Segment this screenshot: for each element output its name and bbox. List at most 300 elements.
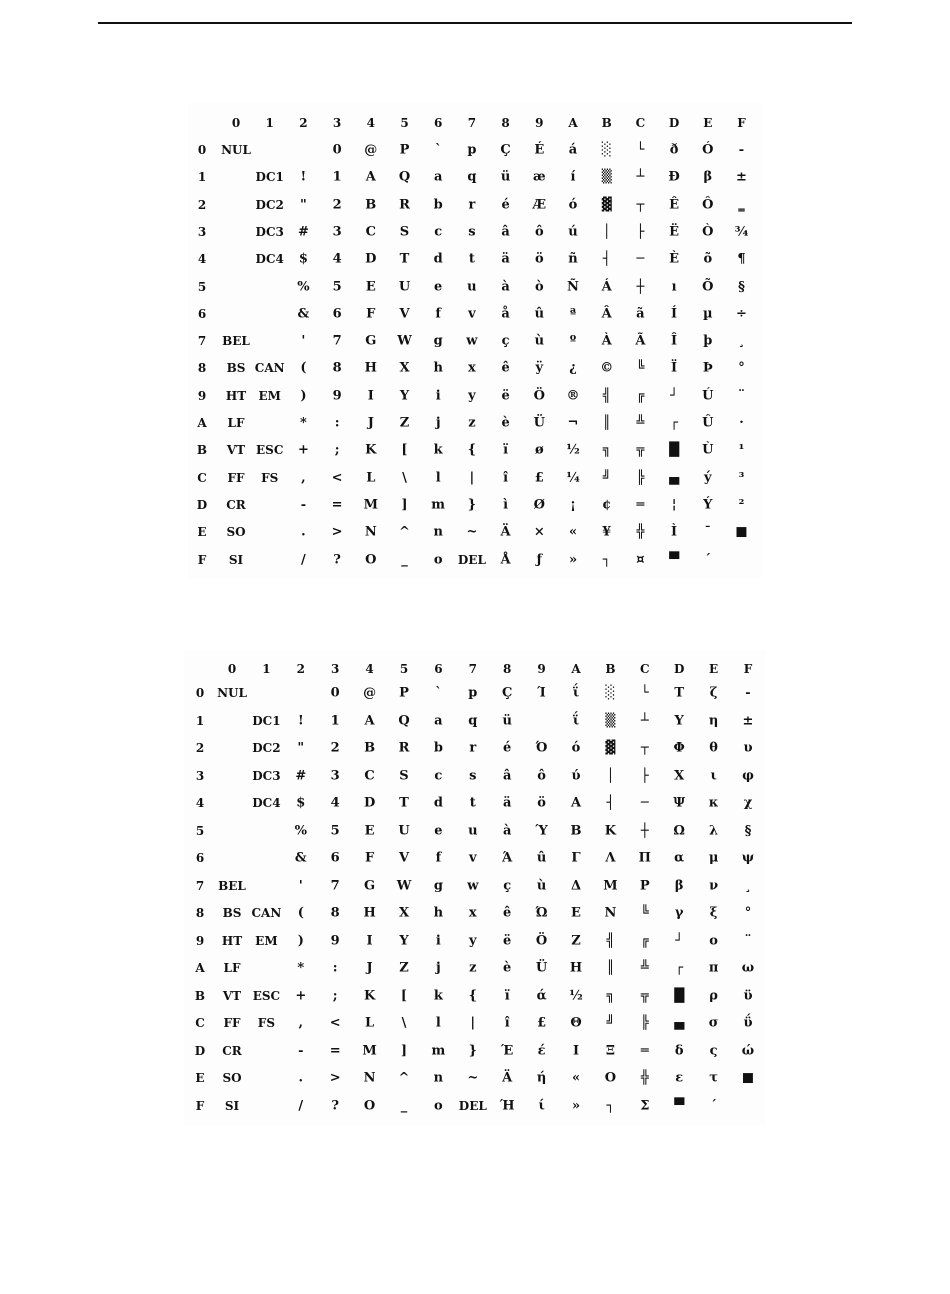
character-cell: z xyxy=(468,415,476,431)
character-cell: * xyxy=(297,960,305,976)
character-cell: Θ xyxy=(570,1015,582,1031)
character-cell: # xyxy=(297,224,309,240)
character-cell: r xyxy=(469,740,477,756)
character-cell: l xyxy=(435,470,441,486)
character-cell: ░ xyxy=(605,685,616,701)
character-cell: o xyxy=(433,552,443,567)
row-header: C xyxy=(195,1016,205,1030)
character-cell: ├ xyxy=(636,224,645,240)
character-cell: ■ xyxy=(741,1070,755,1086)
character-cell: c xyxy=(434,768,443,783)
character-cell: û xyxy=(534,306,545,322)
character-cell: ■ xyxy=(735,524,748,540)
character-cell: █ xyxy=(674,988,685,1003)
character-cell: ║ xyxy=(606,960,615,976)
character-cell: Σ xyxy=(640,1098,650,1113)
character-cell: R xyxy=(399,197,410,213)
character-cell: J xyxy=(367,415,374,431)
character-cell: Ö xyxy=(533,388,545,404)
character-cell: ° xyxy=(738,360,745,376)
character-cell: ω xyxy=(741,960,755,976)
character-cell: ÿ xyxy=(535,360,544,376)
character-cell: Ό xyxy=(535,740,548,756)
character-cell: m xyxy=(431,497,446,513)
character-cell: ║ xyxy=(602,415,611,431)
character-cell: ┴ xyxy=(640,713,649,728)
column-header: 7 xyxy=(468,662,477,676)
character-cell: â xyxy=(501,224,510,240)
character-cell: @ xyxy=(363,685,377,701)
character-cell: [ xyxy=(401,442,408,458)
character-cell: ┴ xyxy=(636,169,645,185)
character-cell: │ xyxy=(606,768,615,783)
column-header: E xyxy=(709,662,719,676)
character-cell: ë xyxy=(501,388,510,404)
character-cell: D xyxy=(363,795,376,811)
character-cell: ╦ xyxy=(640,988,649,1003)
character-cell: - xyxy=(738,142,745,158)
control-code-cell: SI xyxy=(224,1098,240,1113)
character-cell: ╚ xyxy=(636,360,645,376)
character-cell: ▄ xyxy=(669,470,680,486)
character-cell: ΰ xyxy=(743,1015,753,1031)
character-cell: ± xyxy=(742,713,754,728)
row-header: 9 xyxy=(195,933,205,948)
character-cell: ê xyxy=(501,360,510,376)
column-header: 6 xyxy=(434,662,443,676)
character-cell: Χ xyxy=(674,768,685,783)
character-cell: n xyxy=(433,1070,444,1086)
character-cell: 5 xyxy=(332,279,342,294)
character-cell: Ò xyxy=(702,224,714,240)
character-cell: ç xyxy=(503,878,512,893)
character-cell: ┘ xyxy=(675,933,684,948)
character-cell: i xyxy=(435,933,441,948)
character-cell: ╗ xyxy=(606,988,615,1003)
character-cell: å xyxy=(501,306,510,322)
character-cell: { xyxy=(467,442,477,458)
control-code-cell: VT xyxy=(222,988,242,1003)
control-code-cell: HT xyxy=(225,388,247,403)
character-cell: Ν xyxy=(604,905,617,921)
character-cell: é xyxy=(501,197,510,213)
character-cell: £ xyxy=(537,1015,547,1031)
control-code-cell: DC4 xyxy=(252,796,281,810)
control-code-cell: DEL xyxy=(457,552,486,567)
character-cell: ╩ xyxy=(636,415,645,431)
character-cell: μ xyxy=(708,850,719,866)
character-cell: b xyxy=(433,740,443,756)
row-header: D xyxy=(196,497,208,512)
character-cell: # xyxy=(295,768,307,783)
character-cell: p xyxy=(468,685,478,701)
column-header: 1 xyxy=(262,662,271,676)
character-cell: ╣ xyxy=(602,388,611,404)
character-cell: Ψ xyxy=(673,795,686,811)
character-cell: Q xyxy=(398,713,410,728)
row-header: 4 xyxy=(195,796,205,810)
character-cell: Ρ xyxy=(639,878,650,893)
character-cell: π xyxy=(708,960,719,976)
character-cell: ┌ xyxy=(675,960,684,976)
character-cell: ▀ xyxy=(669,552,680,567)
character-cell: ι xyxy=(710,768,717,783)
column-header: C xyxy=(635,116,646,130)
character-cell: ί xyxy=(538,1098,545,1113)
character-cell: § xyxy=(738,279,745,294)
character-cell: Í xyxy=(671,306,678,322)
character-cell: ç xyxy=(501,333,510,349)
character-cell: ╠ xyxy=(636,470,645,486)
character-cell: * xyxy=(299,415,307,431)
character-cell: b xyxy=(433,197,443,213)
character-cell: u xyxy=(467,279,477,294)
character-cell: 4 xyxy=(332,251,342,267)
control-code-cell: BS xyxy=(222,906,242,920)
character-cell: $ xyxy=(298,251,308,267)
character-cell: χ xyxy=(743,795,753,811)
character-cell: { xyxy=(468,988,477,1003)
character-cell: ά xyxy=(536,988,547,1003)
character-cell: e xyxy=(434,279,443,294)
character-cell: Π xyxy=(638,850,651,866)
character-cell: I xyxy=(367,388,374,404)
character-cell: ─ xyxy=(636,251,645,267)
character-cell: a xyxy=(434,713,443,728)
character-cell: ώ xyxy=(741,1043,755,1058)
character-cell: ½ xyxy=(569,988,583,1003)
character-cell: ¬ xyxy=(567,415,579,431)
character-cell: ` xyxy=(435,685,442,701)
column-header: 4 xyxy=(366,116,375,130)
character-cell: θ xyxy=(709,740,718,756)
character-cell: w xyxy=(467,878,479,893)
character-cell: ) xyxy=(300,388,307,404)
character-cell: γ xyxy=(674,905,684,921)
character-cell: ¢ xyxy=(602,497,612,513)
character-cell: σ xyxy=(708,1015,719,1031)
row-header: B xyxy=(196,443,208,458)
control-code-cell: DC1 xyxy=(252,713,281,728)
character-cell: ψ xyxy=(741,850,755,866)
character-cell: \ xyxy=(401,1015,407,1031)
character-cell: L xyxy=(365,1015,375,1031)
character-cell: Ë xyxy=(669,224,680,240)
character-cell: ì xyxy=(503,497,509,513)
character-cell: f xyxy=(435,306,441,322)
character-cell: Ε xyxy=(571,905,581,921)
character-cell: Α xyxy=(570,795,582,811)
character-cell: = xyxy=(329,1043,341,1058)
character-cell: _ xyxy=(401,552,408,567)
character-cell: G xyxy=(365,333,377,349)
character-cell: 1 xyxy=(330,713,340,728)
character-cell: ς xyxy=(709,1043,718,1058)
character-cell: A xyxy=(365,169,376,185)
character-cell: S xyxy=(399,224,410,240)
character-cell: η xyxy=(708,713,719,728)
character-cell: ╣ xyxy=(606,933,615,948)
character-cell: Ώ xyxy=(535,905,548,921)
character-cell: g xyxy=(433,333,443,349)
character-cell: ┼ xyxy=(636,279,645,294)
character-cell: ! xyxy=(297,713,304,728)
row-header: 9 xyxy=(197,388,207,403)
character-cell: ú xyxy=(568,224,578,240)
character-cell: ò xyxy=(534,279,544,294)
character-cell: í xyxy=(570,169,576,185)
control-code-cell: ESC xyxy=(252,988,281,1003)
character-cell: 9 xyxy=(332,388,342,404)
character-cell: ╠ xyxy=(640,1015,649,1031)
character-cell: ┐ xyxy=(602,552,611,567)
control-code-cell: CR xyxy=(222,1043,242,1058)
character-cell: : xyxy=(332,960,338,976)
character-cell: A xyxy=(364,713,375,728)
character-cell: ä xyxy=(502,795,512,811)
character-cell: ▀ xyxy=(674,1098,685,1113)
character-cell: É xyxy=(534,142,545,158)
character-cell: Ü xyxy=(533,415,545,431)
character-cell: , xyxy=(298,1015,304,1031)
character-cell: T xyxy=(399,251,410,267)
character-cell: ┐ xyxy=(606,1098,615,1113)
character-cell: à xyxy=(501,279,510,294)
character-cell: æ xyxy=(532,169,546,185)
character-cell: ± xyxy=(736,169,747,185)
character-cell: ù xyxy=(536,878,547,893)
character-cell: » xyxy=(571,1098,581,1113)
character-cell: r xyxy=(468,197,476,213)
character-cell: Φ xyxy=(673,740,685,756)
character-cell: ÷ xyxy=(736,306,747,322)
character-cell: Z xyxy=(399,960,409,976)
character-cell: Ç xyxy=(500,142,511,158)
character-cell: │ xyxy=(602,224,611,240)
character-cell: » xyxy=(568,552,578,567)
character-cell: Ι xyxy=(572,1043,580,1058)
character-cell: è xyxy=(503,960,512,976)
control-code-cell: DC3 xyxy=(255,224,284,239)
character-cell: P xyxy=(399,685,409,701)
character-cell: û xyxy=(536,850,547,866)
column-header: 2 xyxy=(299,116,308,130)
character-table-2 xyxy=(184,650,766,1125)
control-code-cell: FF xyxy=(227,470,245,485)
control-code-cell: DC2 xyxy=(252,741,281,755)
character-cell: β xyxy=(703,169,713,185)
character-cell: Y xyxy=(399,388,410,404)
character-cell: Έ xyxy=(501,1043,514,1058)
character-cell: └ xyxy=(636,142,645,158)
character-cell: ? xyxy=(331,1098,339,1113)
column-header: F xyxy=(743,662,753,676)
character-cell: ê xyxy=(503,905,512,921)
character-cell: ¦ xyxy=(671,497,677,513)
character-cell: ▒ xyxy=(605,713,616,728)
character-cell: τ xyxy=(709,1070,718,1086)
character-cell: 3 xyxy=(332,224,342,240)
character-cell: █ xyxy=(669,442,680,458)
character-cell: ( xyxy=(297,905,304,921)
character-cell: ó xyxy=(568,197,578,213)
character-cell: ┬ xyxy=(636,197,645,213)
character-cell: a xyxy=(433,169,443,185)
row-header: 7 xyxy=(197,334,207,349)
character-cell: u xyxy=(468,823,478,838)
character-cell: · xyxy=(739,415,744,431)
character-cell: ® xyxy=(566,388,580,404)
character-cell: Ή xyxy=(499,1098,515,1113)
character-cell: z xyxy=(469,960,477,976)
character-cell: µ xyxy=(703,306,713,322)
character-cell: ▒ xyxy=(601,169,612,185)
control-code-cell: FS xyxy=(261,470,279,485)
character-cell: × xyxy=(533,524,545,540)
character-cell: t xyxy=(468,251,475,267)
character-cell: 8 xyxy=(330,905,340,921)
character-cell: Ξ xyxy=(605,1043,615,1058)
character-cell: 0 xyxy=(332,142,342,158)
character-cell: V xyxy=(398,850,410,866)
character-cell: Ω xyxy=(673,823,685,838)
character-cell: è xyxy=(501,415,510,431)
row-header: C xyxy=(197,470,207,485)
character-cell: « xyxy=(568,524,578,540)
character-cell: = xyxy=(331,497,343,513)
character-cell: ╔ xyxy=(636,388,645,404)
character-cell: & xyxy=(297,306,310,322)
character-cell: / xyxy=(298,1098,304,1113)
character-cell: X xyxy=(398,905,410,921)
character-cell: 4 xyxy=(330,795,340,811)
character-cell: À xyxy=(601,333,612,349)
character-cell: Η xyxy=(569,960,583,976)
character-cell: ' xyxy=(301,333,306,349)
character-cell: [ xyxy=(400,988,408,1003)
character-cell: ð xyxy=(669,142,679,158)
character-cell: ¡ xyxy=(570,497,576,513)
character-cell: ½ xyxy=(566,442,580,458)
character-cell: à xyxy=(502,823,512,838)
character-cell: 7 xyxy=(332,333,342,349)
control-code-cell: SO xyxy=(226,525,246,540)
character-cell: Ê xyxy=(669,197,680,213)
character-cell: Ο xyxy=(604,1070,617,1086)
character-cell: « xyxy=(571,1070,581,1086)
character-cell: ╝ xyxy=(602,470,611,486)
character-cell: m xyxy=(431,1043,446,1058)
character-cell: Ü xyxy=(535,960,548,976)
column-header: F xyxy=(737,116,746,130)
character-cell: õ xyxy=(703,251,713,267)
character-cell: Μ xyxy=(603,878,618,893)
character-cell: ³ xyxy=(738,470,745,486)
character-cell: ¸ xyxy=(738,333,745,349)
character-cell: ^ xyxy=(399,524,410,540)
character-table-1 xyxy=(188,103,762,578)
character-cell: Ý xyxy=(703,497,713,513)
character-cell: ) xyxy=(297,933,304,948)
character-cell: W xyxy=(397,333,412,349)
character-cell: î xyxy=(504,1015,510,1031)
character-cell: E xyxy=(364,823,375,838)
row-header: 1 xyxy=(195,713,205,728)
character-cell: ϋ xyxy=(743,988,753,1003)
character-cell: k xyxy=(433,442,443,458)
row-header: 5 xyxy=(195,823,205,838)
character-cell: - xyxy=(745,685,751,701)
character-cell: U xyxy=(398,823,410,838)
character-cell: y xyxy=(469,933,477,948)
character-cell: © xyxy=(600,360,614,376)
character-cell: N xyxy=(363,1070,376,1086)
character-cell: B xyxy=(364,740,376,756)
character-cell: < xyxy=(329,1015,341,1031)
character-cell: Ç xyxy=(502,685,513,701)
character-cell: j xyxy=(435,415,441,431)
character-cell: \ xyxy=(402,470,407,486)
character-cell: └ xyxy=(640,685,649,701)
column-header: C xyxy=(640,662,650,676)
character-cell: Ζ xyxy=(571,933,581,948)
character-cell: B xyxy=(365,197,377,213)
character-cell: 5 xyxy=(330,823,340,838)
character-cell: ═ xyxy=(636,497,645,513)
character-cell: ^ xyxy=(398,1070,410,1086)
character-cell: L xyxy=(366,470,376,486)
character-cell: ζ xyxy=(709,685,718,701)
top-rule xyxy=(98,22,852,24)
character-cell: ═ xyxy=(640,1043,649,1058)
column-header: A xyxy=(568,116,578,130)
character-cell: ─ xyxy=(640,795,649,811)
character-cell: q xyxy=(468,713,478,728)
character-cell: ö xyxy=(534,251,544,267)
row-header: 6 xyxy=(195,851,205,865)
character-cell: Z xyxy=(399,415,410,431)
character-cell: ] xyxy=(400,1043,408,1058)
character-cell: ▓ xyxy=(605,740,616,756)
character-cell: Ï xyxy=(671,360,678,376)
character-cell: Ä xyxy=(500,524,511,540)
character-cell: Ó xyxy=(702,142,714,158)
character-cell: Å xyxy=(500,552,511,567)
row-header: 8 xyxy=(195,906,205,920)
character-cell: J xyxy=(366,960,373,976)
column-header: 7 xyxy=(467,116,477,130)
character-cell: Ö xyxy=(535,933,548,948)
character-cell: F xyxy=(364,850,375,866)
character-cell: V xyxy=(399,306,410,322)
control-code-cell: CR xyxy=(226,497,246,512)
character-cell: Δ xyxy=(570,878,582,893)
character-cell: c xyxy=(434,224,443,240)
character-cell: S xyxy=(399,768,409,783)
character-cell: Ä xyxy=(502,1070,513,1086)
character-cell: f xyxy=(435,850,442,866)
character-cell: > xyxy=(329,1070,341,1086)
character-cell: ° xyxy=(744,905,752,921)
character-cell: . xyxy=(298,1070,304,1086)
character-cell: O xyxy=(365,552,377,567)
control-code-cell: DC4 xyxy=(255,252,284,267)
character-cell: H xyxy=(363,905,376,921)
column-header: 8 xyxy=(503,662,512,676)
character-cell: ┤ xyxy=(606,795,615,811)
row-header: 2 xyxy=(197,197,207,212)
character-cell: + xyxy=(295,988,307,1003)
